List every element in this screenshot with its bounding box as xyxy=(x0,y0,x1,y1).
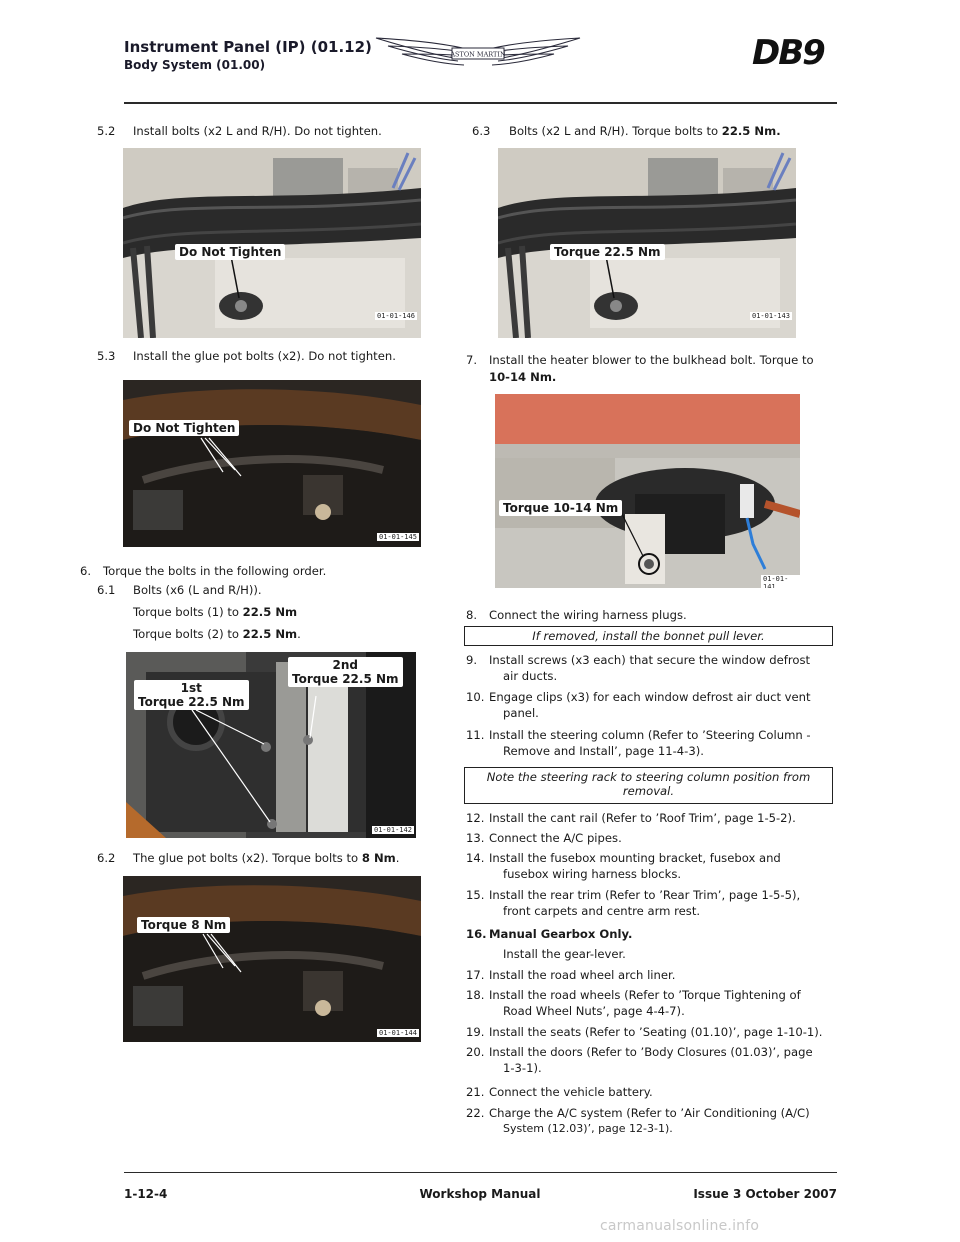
step-text: front carpets and centre arm rest. xyxy=(503,904,701,918)
section-subtitle: Body System (01.00) xyxy=(124,58,266,72)
photo-torque-22-5-nm xyxy=(498,148,796,338)
step-text: Install the seats (Refer to ’Seating (01.10)’, page 1-10-1). xyxy=(489,1025,823,1039)
step-text: panel. xyxy=(503,706,539,720)
step-text: Install bolts (x2 L and R/H). Do not tighten. xyxy=(133,124,382,138)
page-number: 1-12-4 xyxy=(124,1187,168,1201)
step-text: fusebox wiring harness blocks. xyxy=(503,867,682,881)
step-text: Install the steering column (Refer to ’Steering Column - xyxy=(489,728,811,742)
step-number: 6.3 xyxy=(472,124,491,138)
figure-number: 01-01-141 xyxy=(761,575,800,588)
step-text: Torque the bolts in the following order. xyxy=(103,564,327,578)
step-text: System (12.03)’, page 12-3-1). xyxy=(503,1122,673,1135)
manual-title: Workshop Manual xyxy=(419,1187,541,1201)
torque-instruction: Torque bolts (1) to 22.5 Nm xyxy=(133,605,298,619)
step-number: 19. xyxy=(466,1025,485,1039)
step-number: 14. xyxy=(466,851,485,865)
step-number: 6.2 xyxy=(97,851,116,865)
step-text: Bolts (x2 L and R/H). Torque bolts to 22.5 Nm. xyxy=(509,124,781,138)
photo-do-not-tighten-bolts xyxy=(123,148,421,338)
step-text: Install screws (x3 each) that secure the window defrost xyxy=(489,653,811,667)
step-text: Install the doors (Refer to ’Body Closures (01.03)’, page xyxy=(489,1045,813,1059)
note-box: If removed, install the bonnet pull lever. xyxy=(464,626,833,646)
step-number: 18. xyxy=(466,988,485,1002)
step-text: The glue pot bolts (x2). Torque bolts to 8 Nm. xyxy=(133,851,400,865)
callout-label: Torque 8 Nm xyxy=(137,917,230,933)
step-number: 15. xyxy=(466,888,485,902)
photo-glue-pot-torque xyxy=(123,876,421,1042)
step-text: Install the glue pot bolts (x2). Do not tighten. xyxy=(133,349,396,363)
step-text: Install the road wheel arch liner. xyxy=(489,968,676,982)
step-number: 6. xyxy=(80,564,92,578)
note-box: Note the steering rack to steering column position from removal. xyxy=(464,767,833,804)
step-text: Road Wheel Nuts’, page 4-4-7). xyxy=(503,1004,685,1018)
step-text: Manual Gearbox Only. xyxy=(489,927,633,941)
step-number: 8. xyxy=(466,608,478,622)
photo-bolt-torque-order xyxy=(126,652,416,838)
photo-heater-blower xyxy=(495,394,800,588)
callout-label: Torque 22.5 Nm xyxy=(550,244,665,260)
step-text: Remove and Install’, page 11-4-3). xyxy=(503,744,704,758)
step-number: 5.3 xyxy=(97,349,116,363)
step-text: Install the road wheels (Refer to ’Torque Tightening of xyxy=(489,988,801,1002)
db9-badge xyxy=(752,30,838,74)
step-text: Connect the vehicle battery. xyxy=(489,1085,653,1099)
step-number: 21. xyxy=(466,1085,485,1099)
step-number: 20. xyxy=(466,1045,485,1059)
step-number: 6.1 xyxy=(97,583,116,597)
figure-number: 01-01-145 xyxy=(379,533,417,541)
step-number: 10. xyxy=(466,690,485,704)
step-text: Bolts (x6 (L and R/H)). xyxy=(133,583,262,597)
header-rule xyxy=(124,102,837,104)
figure-number: 01-01-143 xyxy=(752,312,790,320)
step-text: Connect the wiring harness plugs. xyxy=(489,608,687,622)
page-title: Instrument Panel (IP) (01.12) xyxy=(124,38,372,56)
figure-number: 01-01-144 xyxy=(379,1029,417,1037)
model-badge-text: DB9 xyxy=(752,33,824,73)
photo-glue-pot-bolts xyxy=(123,380,421,547)
step-text: 1-3-1). xyxy=(503,1061,542,1075)
step-number: 16. xyxy=(466,927,487,941)
step-text: Install the heater blower to the bulkhead bolt. Torque to xyxy=(489,353,814,367)
step-number: 22. xyxy=(466,1106,485,1120)
step-text: Charge the A/C system (Refer to ’Air Conditioning (A/C) xyxy=(489,1106,810,1120)
callout-label: Torque 10-14 Nm xyxy=(499,500,622,516)
callout-label-2nd: 2nd Torque 22.5 Nm xyxy=(288,657,403,687)
step-number: 9. xyxy=(466,653,478,667)
step-number: 13. xyxy=(466,831,485,845)
step-text: air ducts. xyxy=(503,669,558,683)
torque-instruction: Torque bolts (2) to 22.5 Nm. xyxy=(133,627,301,641)
callout-label: Do Not Tighten xyxy=(175,244,285,260)
step-text: Engage clips (x3) for each window defrost air duct vent xyxy=(489,690,811,704)
step-text: Install the cant rail (Refer to ’Roof Trim’, page 1-5-2). xyxy=(489,811,796,825)
step-text: Install the gear-lever. xyxy=(503,947,626,961)
step-text-value: 10-14 Nm. xyxy=(489,370,557,384)
figure-number: 01-01-146 xyxy=(377,312,415,320)
step-number: 7. xyxy=(466,353,478,367)
callout-label: Do Not Tighten xyxy=(129,420,239,436)
step-number: 12. xyxy=(466,811,485,825)
watermark: carmanualsonline.info xyxy=(600,1218,760,1234)
step-number: 11. xyxy=(466,728,485,742)
step-text: Install the fusebox mounting bracket, fusebox and xyxy=(489,851,781,865)
callout-label-1st: 1st Torque 22.5 Nm xyxy=(134,680,249,710)
step-number: 5.2 xyxy=(97,124,116,138)
step-number: 17. xyxy=(466,968,485,982)
step-text: Install the rear trim (Refer to ’Rear Trim’, page 1-5-5), xyxy=(489,888,801,902)
figure-number: 01-01-142 xyxy=(374,826,412,834)
footer-rule xyxy=(124,1172,837,1173)
logo-text: ASTON MARTIN xyxy=(450,50,506,59)
step-text: Connect the A/C pipes. xyxy=(489,831,622,845)
issue-date: Issue 3 October 2007 xyxy=(693,1187,837,1201)
aston-martin-logo xyxy=(372,34,584,78)
